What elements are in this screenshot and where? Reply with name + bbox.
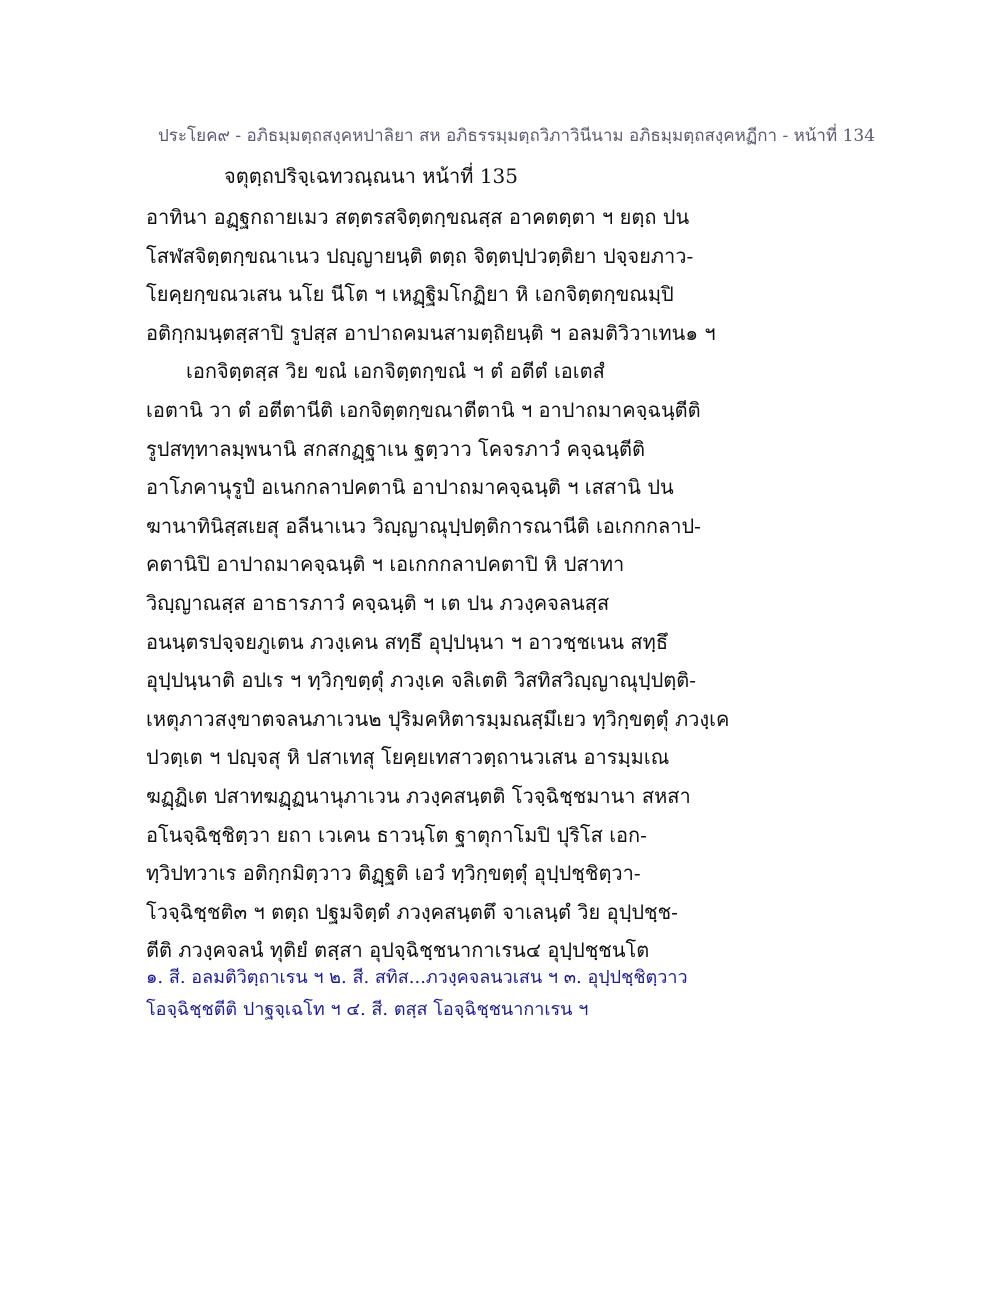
footnote-line: โอจฺฉิชฺชตีติ ปาฐจฺเฉโท ฯ ๔. สี. ตสฺส โอจฺฉิชฺชนากาเรน ฯ xyxy=(146,999,589,1020)
body-line: รูปสทฺทาลมฺพนานิ สกสกฏฺฐาเน ฐตฺวาว โคจรภาวํ คจฺฉนฺตีติ xyxy=(146,436,646,461)
body-line: วิญฺญาณสฺส อาธารภาวํ คจฺฉนฺติ ฯ เต ปน ภวงฺคจลนสฺส xyxy=(146,590,610,615)
footnote-line: ๑. สี. อลมติวิตฺถาเรน ฯ ๒. สี. สทิส...ภวงฺคจลนวเสน ฯ ๓. อุปฺปชฺชิตฺวาว xyxy=(146,967,688,988)
body-line: อโนจฺฉิชฺชิตฺวา ยถา เวเคน ธาวนฺโต ฐาตุกาโมปิ ปุริโส เอก- xyxy=(146,822,647,847)
body-line: ตีติ ภวงฺคจลนํ ทุติยํ ตสฺสา อุปจฺฉิชฺชนากาเรน๔ อุปฺปชฺชนโต xyxy=(146,938,650,963)
body-line: ทฺวิปทวาเร อติกฺกมิตฺวาว ติฏฺฐติ เอวํ ทฺวิกฺขตฺตุํ อุปฺปชฺชิตฺวา- xyxy=(146,861,641,886)
body-line: คตานิปิ อาปาถมาคจฺฉนฺติ ฯ เอเกกกลาปคตาปิ หิ ปสาทา xyxy=(146,552,625,577)
body-line: เหตุภาวสงฺขาตจลนภาเวน๒ ปุริมคหิตารมฺมณสฺมึเยว ทฺวิกฺขตฺตุํ ภวงฺเค xyxy=(146,706,730,731)
footnotes xyxy=(146,962,766,1026)
body-line: ปวตฺเต ฯ ปญฺจสุ หิ ปสาเทสุ โยคฺยเทสาวตฺถานวเสน อารมฺมเณ xyxy=(146,745,670,770)
body-line: เอตานิ วา ตํ อตีตานีติ เอกจิตฺตกฺขณาตีตานิ ฯ อาปาถมาคจฺฉนฺตีติ xyxy=(146,397,701,422)
body-line: อุปฺปนฺนาติ อปเร ฯ ทฺวิกฺขตฺตุํ ภวงฺเค จลิเตติ วิสทิสวิญฺญาณุปฺปตฺติ- xyxy=(146,668,697,693)
running-header: ประโยค๙ - อภิธมฺมตฺถสงฺคหปาลิยา สห อภิธรรมฺมตฺถวิภาวินีนาม อภิธมฺมตฺถสงฺคหฏีกา - หน้าที่ 134 xyxy=(158,126,876,146)
paragraph-start-line: เอกจิตฺตสฺส วิย ขณํ เอกจิตฺตกฺขณํ ฯ ตํ อตีตํ เอเตสํ xyxy=(186,359,605,384)
body-line: ฆานาทินิสฺสเยสุ อลีนาเนว วิญฺญาณุปฺปตฺติการณานีติ เอเกกกลาป- xyxy=(146,513,701,538)
section-title: จตุตฺถปริจฺเฉทวณฺณนา หน้าที่ 135 xyxy=(224,164,519,188)
body-line: อติกฺกมนฺตสฺสาปิ รูปสฺส อาปาถคมนสามตฺถิยนฺติ ฯ อลมติวิวาเทน๑ ฯ xyxy=(146,320,716,345)
body-line: อนนฺตรปจฺจยภูเตน ภวงฺเคน สทฺธึ อุปฺปนฺนา ฯ อาวชฺชเนน สทฺธึ xyxy=(146,629,669,654)
body-line: โวจฺฉิชฺชติ๓ ฯ ตตฺถ ปฐมจิตฺตํ ภวงฺคสนฺตตึ จาเลนฺตํ วิย อุปฺปชฺช- xyxy=(146,899,678,924)
body-line: โสฬสจิตฺตกฺขณาเนว ปญฺญายนฺติ ตตฺถ จิตฺตปฺปวตฺติยา ปจฺจยภาว- xyxy=(146,243,694,268)
body-line: โยคฺยกฺขณวเสน นโย นีโต ฯ เหฏฺฐิมโกฏิยา หิ เอกจิตฺตกฺขณมฺปิ xyxy=(146,282,674,307)
body-line: อาโภคานุรูปํ อเนกกลาปคตานิ อาปาถมาคจฺฉนฺติ ฯ เสสานิ ปน xyxy=(146,475,674,500)
body-line: อาทินา อฏฺฐกถายเมว สตฺตรสจิตฺตกฺขณสฺส อาคตตฺตา ฯ ยตฺถ ปน xyxy=(146,205,690,229)
body-text xyxy=(146,198,746,970)
body-line: ฆฏฺฏิเต ปสาทฆฏฺฏนานุภาเวน ภวงฺคสนฺตติ โวจฺฉิชฺชมานา สหสา xyxy=(146,783,691,808)
